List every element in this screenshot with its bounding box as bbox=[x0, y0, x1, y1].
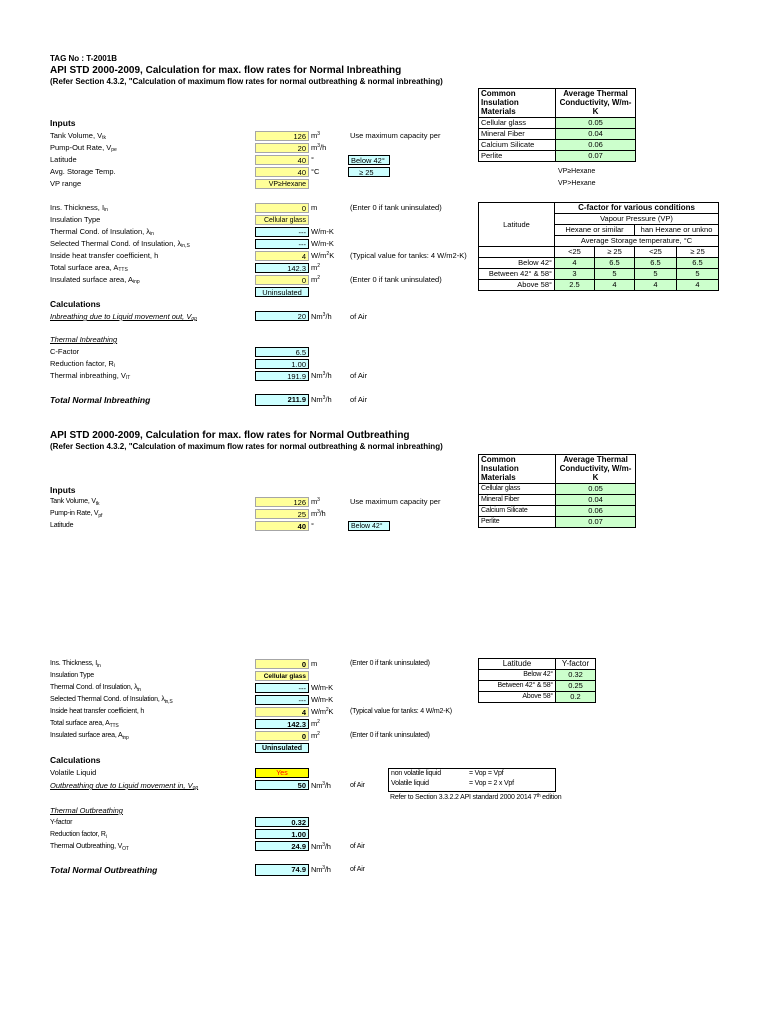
insulation-type-label: Insulation Type bbox=[50, 215, 101, 224]
c-factor-value-cell: 6.5 bbox=[677, 258, 719, 269]
insulated-area-unit: $m^2$ bbox=[311, 275, 321, 284]
insulated-area-label: Insulated surface area, Ainp bbox=[50, 275, 140, 285]
liquid-movement-in-note: of Air bbox=[350, 782, 365, 789]
y-factor-value: 0.32 bbox=[556, 670, 596, 681]
out-heat-transfer-unit: $W/m^2K$ bbox=[311, 707, 334, 716]
out-thermal-cond-unit: W/m-K bbox=[311, 683, 333, 692]
ins-thickness-input[interactable]: 0 bbox=[255, 203, 309, 213]
out-tank-volume-label: Tank Volume, Vtk bbox=[50, 498, 100, 507]
out-latitude-label: Latitude bbox=[50, 522, 74, 529]
total-outbreathing-label: Total Normal Outbreathing bbox=[50, 865, 158, 875]
vp-col-1: Hexane or similar bbox=[555, 225, 635, 236]
pump-in-label: Pump-in Rate, Vpf bbox=[50, 510, 103, 519]
ins-thickness-note: (Enter 0 if tank uninsulated) bbox=[350, 203, 442, 212]
y-factor-table bbox=[478, 658, 596, 703]
out-sel-thermal-cond-value: --- bbox=[255, 695, 309, 705]
out-material-conductivity: 0.04 bbox=[556, 495, 636, 506]
out-heat-transfer-label: Inside heat transfer coefficient, h bbox=[50, 708, 145, 715]
y-factor-label: Y-factor bbox=[50, 819, 73, 826]
insulation-type-select[interactable]: Cellular glass bbox=[255, 215, 309, 225]
thermal-inbreathing-value: 191.9 bbox=[255, 371, 309, 381]
total-inbreathing-value: 211.9 bbox=[255, 394, 309, 406]
out-reduction-value: 1.00 bbox=[255, 829, 309, 839]
thermal-outbreathing-unit: Nm$^3$/h bbox=[311, 842, 331, 851]
y-factor-value: 0.25 bbox=[556, 681, 596, 692]
thermal-cond-label: Thermal Cond. of Insulation, λin bbox=[50, 227, 154, 237]
total-outbreathing-note: of Air bbox=[350, 866, 365, 873]
material-conductivity: 0.07 bbox=[556, 151, 636, 162]
out-ins-thickness-note: (Enter 0 if tank uninsulated) bbox=[350, 660, 430, 667]
surface-area-label: Total surface area, ATTS bbox=[50, 263, 128, 273]
c-factor-title: C-factor for various conditions bbox=[555, 203, 719, 214]
y-factor-lat: Above 58° bbox=[479, 692, 556, 703]
out-calc-heading: Calculations bbox=[50, 755, 101, 765]
latitude-label: Latitude bbox=[50, 155, 77, 164]
surface-area-value: 142.3 bbox=[255, 263, 309, 273]
latitude-band-box: Below 42° bbox=[348, 155, 390, 165]
out-materials-header: Common Insulation Materials bbox=[479, 455, 556, 484]
vop-rule-box bbox=[388, 768, 556, 792]
c-factor-label: C-Factor bbox=[50, 347, 80, 356]
calc-heading: Calculations bbox=[50, 299, 101, 309]
out-material-conductivity: 0.05 bbox=[556, 484, 636, 495]
out-tank-volume-unit: $m^3$ bbox=[311, 497, 320, 506]
outbreathing-title: API STD 2000-2009, Calculation for max. flow rates for Normal Outbreathing bbox=[50, 430, 410, 441]
thermal-inbreathing-heading: Thermal Inbreathing bbox=[50, 335, 118, 344]
out-ins-thickness-unit: m bbox=[311, 659, 318, 668]
thermal-cond-value: --- bbox=[255, 227, 309, 237]
heat-transfer-unit: $W/m^2K$ bbox=[311, 251, 335, 260]
out-latitude-band-box: Below 42° bbox=[348, 521, 390, 531]
c-factor-value-cell: 4 bbox=[555, 258, 595, 269]
temp-col: <25 bbox=[635, 247, 677, 258]
total-inbreathing-label: Total Normal Inbreathing bbox=[50, 395, 151, 405]
thermal-cond-unit: W/m-K bbox=[311, 227, 334, 236]
out-surface-area-value: 142.3 bbox=[255, 719, 309, 729]
inbreathing-title: API STD 2000-2009, Calculation for max. flow rates for Normal Inbreathing bbox=[50, 65, 402, 76]
out-surface-area-unit: $m^2$ bbox=[311, 719, 320, 728]
out-conductivity-header: Average Thermal Conductivity, W/m-K bbox=[556, 455, 636, 484]
y-factor-result: 0.32 bbox=[255, 817, 309, 827]
vop-rule-label: Volatile liquid bbox=[391, 780, 429, 787]
inputs-heading: Inputs bbox=[50, 118, 76, 128]
y-factor-header: Y-factor bbox=[556, 659, 596, 670]
insulated-area-note: (Enter 0 if tank uninsulated) bbox=[350, 275, 442, 284]
tank-volume-label: Tank Volume, Vtk bbox=[50, 131, 107, 141]
material-conductivity: 0.05 bbox=[556, 118, 636, 129]
out-insulated-area-input[interactable]: 0 bbox=[255, 731, 309, 741]
out-sel-thermal-cond-label: Selected Thermal Cond. of Insulation, λin,S bbox=[50, 696, 173, 705]
out-insulation-type-select[interactable]: Cellular glass bbox=[255, 671, 309, 681]
material-name: Calcium Silicate bbox=[479, 140, 556, 151]
tank-volume-note: Use maximum capacity per bbox=[350, 131, 441, 140]
total-inbreathing-unit: Nm$^3$/h bbox=[311, 395, 332, 404]
ins-thickness-label: Ins. Thickness, Iin bbox=[50, 203, 108, 213]
out-material-conductivity: 0.07 bbox=[556, 517, 636, 528]
tank-volume-input[interactable]: 126 bbox=[255, 131, 309, 141]
out-insulation-type-label: Insulation Type bbox=[50, 672, 94, 679]
reduction-factor-label: Reduction factor, Ri bbox=[50, 359, 115, 369]
thermal-inbreathing-unit: Nm$^3$/h bbox=[311, 371, 332, 380]
liquid-movement-out-label: Inbreathing due to Liquid movement out, Vop bbox=[50, 312, 197, 322]
c-factor-value-cell: 5 bbox=[595, 269, 635, 280]
pump-out-input[interactable]: 20 bbox=[255, 143, 309, 153]
pump-in-input[interactable]: 25 bbox=[255, 509, 309, 519]
out-uninsulated-status: Uninsulated bbox=[255, 743, 309, 753]
volatile-select[interactable]: Yes bbox=[255, 768, 309, 778]
thermal-outbreathing-heading: Thermal Outbreathing bbox=[50, 806, 123, 815]
materials-header: Common Insulation Materials bbox=[479, 89, 556, 118]
out-thermal-cond-value: --- bbox=[255, 683, 309, 693]
pump-out-label: Pump-Out Rate, Vpe bbox=[50, 143, 117, 153]
surface-area-unit: $m^2$ bbox=[311, 263, 321, 272]
heat-transfer-label: Inside heat transfer coefficient, h bbox=[50, 251, 159, 260]
total-inbreathing-note: of Air bbox=[350, 395, 368, 404]
temp-col: <25 bbox=[555, 247, 595, 258]
liquid-movement-in-unit: Nm$^3$/h bbox=[311, 781, 331, 790]
c-factor-value-cell: 6.5 bbox=[595, 258, 635, 269]
c-factor-lat: Above 58° bbox=[479, 280, 555, 291]
out-insulated-area-note: (Enter 0 if tank uninsulated) bbox=[350, 732, 430, 739]
storage-temp-label: Avg. Storage Temp. bbox=[50, 167, 116, 176]
out-insulated-area-label: Insulated surface area, Ainp bbox=[50, 732, 129, 741]
c-factor-lat: Below 42° bbox=[479, 258, 555, 269]
thermal-outbreathing-note: of Air bbox=[350, 843, 365, 850]
insulated-area-input[interactable]: 0 bbox=[255, 275, 309, 285]
thermal-outbreathing-value: 24.9 bbox=[255, 841, 309, 851]
vop-rule-formula: = Vop = 2 x Vpf bbox=[469, 780, 514, 787]
ins-thickness-unit: m bbox=[311, 203, 318, 212]
temp-col: ≥ 25 bbox=[595, 247, 635, 258]
c-factor-value-cell: 5 bbox=[635, 269, 677, 280]
out-material-name: Mineral Fiber bbox=[479, 495, 556, 506]
y-factor-lat-header: Latitude bbox=[479, 659, 556, 670]
vp-col-2: han Hexane or unkno bbox=[635, 225, 719, 236]
thermal-outbreathing-label: Thermal Outbreathing, VOT bbox=[50, 843, 129, 852]
out-insulation-materials-table bbox=[478, 454, 636, 528]
storage-temp-unit: °C bbox=[311, 167, 320, 176]
vop-rule-formula: = Vop = Vpf bbox=[469, 770, 504, 777]
out-ins-thickness-input[interactable]: 0 bbox=[255, 659, 309, 669]
out-thermal-cond-label: Thermal Cond. of Insulation, λin bbox=[50, 684, 141, 693]
thermal-inbreathing-note: of Air bbox=[350, 371, 368, 380]
out-material-name: Perlite bbox=[479, 517, 556, 528]
sel-thermal-cond-unit: W/m-K bbox=[311, 239, 334, 248]
out-tank-volume-input[interactable]: 126 bbox=[255, 497, 309, 507]
material-name: Perlite bbox=[479, 151, 556, 162]
thermal-inbreathing-label: Thermal inbreathing, VIT bbox=[50, 371, 131, 381]
temp-col: ≥ 25 bbox=[677, 247, 719, 258]
y-factor-lat: Between 42° & 58° bbox=[479, 681, 556, 692]
c-factor-value-cell: 4 bbox=[635, 280, 677, 291]
sel-thermal-cond-value: --- bbox=[255, 239, 309, 249]
y-factor-lat: Below 42° bbox=[479, 670, 556, 681]
out-surface-area-label: Total surface area, ATTS bbox=[50, 720, 119, 729]
temp-header: Average Storage temperature, °C bbox=[555, 236, 719, 247]
c-factor-lat: Between 42° & 58° bbox=[479, 269, 555, 280]
out-heat-transfer-input[interactable]: 4 bbox=[255, 707, 309, 717]
storage-temp-input[interactable]: 40 bbox=[255, 167, 309, 177]
c-factor-value: 6.5 bbox=[255, 347, 309, 357]
c-factor-value-cell: 4 bbox=[595, 280, 635, 291]
pump-in-unit: $m^3/h$ bbox=[311, 509, 326, 518]
uninsulated-status: Uninsulated bbox=[255, 287, 309, 297]
latitude-unit: ° bbox=[311, 155, 314, 164]
vp-option-1: VP≥Hexane bbox=[558, 168, 596, 175]
pump-out-unit: $m^3/h$ bbox=[311, 143, 327, 152]
out-reduction-label: Reduction factor, Ri bbox=[50, 831, 107, 840]
c-factor-value-cell: 2.5 bbox=[555, 280, 595, 291]
inbreathing-subtitle: (Refer Section 4.3.2, "Calculation of maximum flow rates for normal outbreathing & normal inbreathing) bbox=[50, 77, 443, 86]
out-insulated-area-unit: $m^2$ bbox=[311, 731, 320, 740]
out-latitude-input[interactable]: 40 bbox=[255, 521, 309, 531]
tank-volume-unit: $m^3$ bbox=[311, 131, 321, 140]
liquid-movement-out-note: of Air bbox=[350, 312, 368, 321]
out-heat-transfer-note: (Typical value for tanks: 4 W/m2-K) bbox=[350, 708, 452, 715]
c-factor-table bbox=[478, 202, 719, 291]
tag-number: TAG No : T-2001B bbox=[50, 54, 117, 63]
heat-transfer-input[interactable]: 4 bbox=[255, 251, 309, 261]
out-tank-volume-note: Use maximum capacity per bbox=[350, 497, 441, 506]
material-name: Mineral Fiber bbox=[479, 129, 556, 140]
total-outbreathing-unit: Nm$^3$/h bbox=[311, 865, 331, 874]
liquid-movement-in-label: Outbreathing due to Liquid movement in, Vop bbox=[50, 781, 199, 791]
temp-band-box: ≥ 25 bbox=[348, 167, 390, 177]
insulation-materials-table bbox=[478, 88, 636, 162]
liquid-movement-out-unit: Nm$^3$/h bbox=[311, 312, 332, 321]
out-latitude-unit: ° bbox=[311, 521, 314, 530]
out-sel-thermal-cond-unit: W/m-K bbox=[311, 695, 333, 704]
out-material-name: Cellular glass bbox=[479, 484, 556, 495]
c-factor-value-cell: 6.5 bbox=[635, 258, 677, 269]
latitude-input[interactable]: 40 bbox=[255, 155, 309, 165]
reduction-factor-value: 1.00 bbox=[255, 359, 309, 369]
c-factor-value-cell: 5 bbox=[677, 269, 719, 280]
outbreathing-subtitle: (Refer Section 4.3.2, "Calculation of maximum flow rates for normal outbreathing & normal inbreathing) bbox=[50, 442, 443, 451]
conductivity-header: Average Thermal Conductivity, W/m-K bbox=[556, 89, 636, 118]
liquid-movement-out-value: 20 bbox=[255, 311, 309, 321]
out-inputs-heading: Inputs bbox=[50, 485, 76, 495]
refer-note: Refer to Section 3.3.2.2 API standard 2000 2014 7th edition bbox=[390, 793, 562, 801]
out-material-conductivity: 0.06 bbox=[556, 506, 636, 517]
y-factor-value: 0.2 bbox=[556, 692, 596, 703]
out-ins-thickness-label: Ins. Thickness, Iin bbox=[50, 660, 101, 669]
liquid-movement-in-value: 50 bbox=[255, 780, 309, 790]
vp-range-select[interactable]: VP≥Hexane bbox=[255, 179, 309, 189]
heat-transfer-note: (Typical value for tanks: 4 W/m2-K) bbox=[350, 251, 467, 260]
vp-range-label: VP range bbox=[50, 179, 82, 188]
c-factor-value-cell: 4 bbox=[677, 280, 719, 291]
material-name: Cellular glass bbox=[479, 118, 556, 129]
c-factor-value-cell: 3 bbox=[555, 269, 595, 280]
vp-header: Vapour Pressure (VP) bbox=[555, 214, 719, 225]
sel-thermal-cond-label: Selected Thermal Cond. of Insulation, λin,S bbox=[50, 239, 190, 249]
vp-option-2: VP>Hexane bbox=[558, 180, 596, 187]
c-factor-latitude-header: Latitude bbox=[479, 203, 555, 247]
material-conductivity: 0.04 bbox=[556, 129, 636, 140]
material-conductivity: 0.06 bbox=[556, 140, 636, 151]
vop-rule-label: non volatile liquid bbox=[391, 770, 441, 777]
volatile-label: Volatile Liquid bbox=[50, 768, 97, 777]
out-material-name: Calcium Silicate bbox=[479, 506, 556, 517]
total-outbreathing-value: 74.9 bbox=[255, 864, 309, 876]
